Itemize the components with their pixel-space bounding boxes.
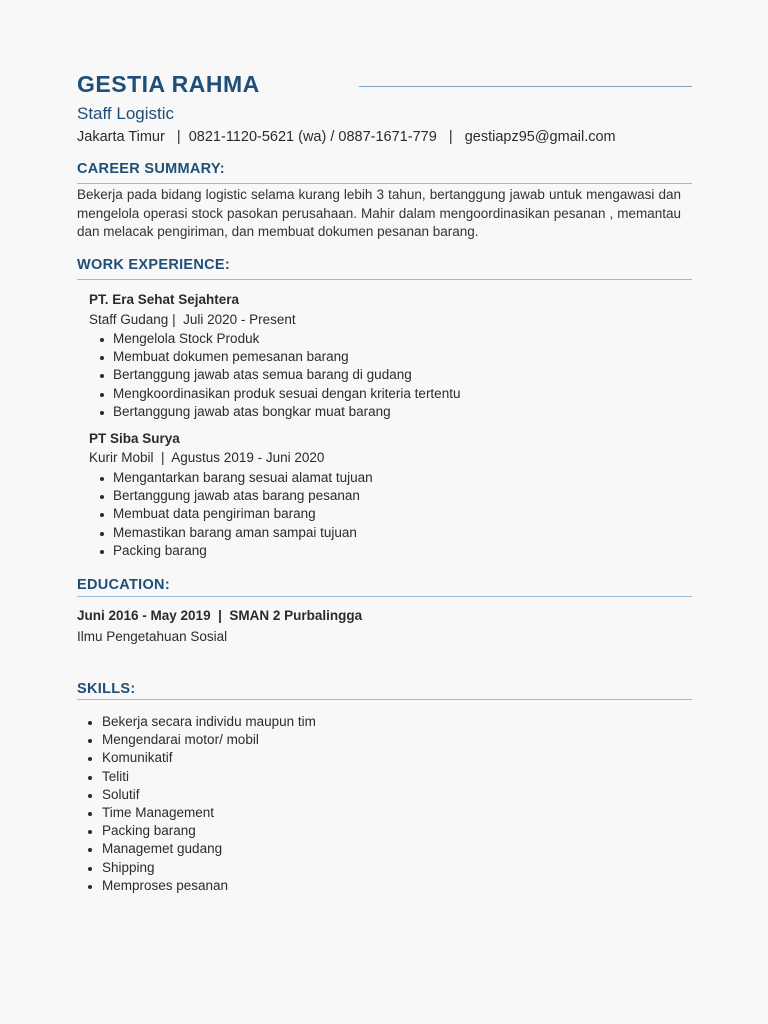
list-item: Membuat dokumen pemesanan barang <box>89 348 460 366</box>
section-title-career-summary: CAREER SUMMARY: <box>77 161 225 177</box>
section-divider <box>77 699 692 700</box>
job-role: Staff Gudang | Juli 2020 - Present <box>89 312 296 327</box>
resume-role: Staff Logistic <box>77 104 175 123</box>
section-title-work-experience: WORK EXPERIENCE: <box>77 257 231 273</box>
section-divider <box>77 596 692 597</box>
list-item: Teliti <box>77 768 316 786</box>
job-role: Kurir Mobil | Agustus 2019 - Juni 2020 <box>89 450 325 465</box>
education-period-school: Juni 2016 - May 2019 | SMAN 2 Purbalingga <box>77 608 363 623</box>
list-item: Managemet gudang <box>77 840 316 858</box>
list-item: Mengendarai motor/ mobil <box>77 731 316 749</box>
resume-name: GESTIA RAHMA <box>77 71 260 97</box>
skills-list <box>77 713 316 895</box>
job-company: PT. Era Sehat Sejahtera <box>89 292 240 307</box>
section-divider <box>77 183 692 184</box>
education-field: Ilmu Pengetahuan Sosial <box>77 629 228 644</box>
career-summary-text: Bekerja pada bidang logistic selama kurang lebih 3 tahun, bertanggung jawab untuk mengawasi dan mengelola operasi stock pasokan perusahaan. Mahir dalam mengoordinasikan pesanan , memantau dan melacak pengiriman, dan membuat dokumen pesanan barang. <box>77 187 681 239</box>
list-item: Mengantarkan barang sesuai alamat tujuan <box>89 469 373 487</box>
list-item: Bertanggung jawab atas semua barang di gudang <box>89 366 460 384</box>
list-item: Solutif <box>77 786 316 804</box>
section-divider <box>77 279 692 280</box>
job-duties-list <box>89 469 373 560</box>
list-item: Shipping <box>77 859 316 877</box>
section-title-skills: SKILLS: <box>77 681 136 697</box>
list-item: Time Management <box>77 804 316 822</box>
contact-info: Jakarta Timur | 0821-1120-5621 (wa) / 0887-1671-779 | gestiapz95@gmail.com <box>77 129 616 145</box>
list-item: Bertanggung jawab atas bongkar muat barang <box>89 403 460 421</box>
header-divider <box>359 86 692 87</box>
list-item: Mengkoordinasikan produk sesuai dengan kriteria tertentu <box>89 385 460 403</box>
list-item: Mengelola Stock Produk <box>89 330 460 348</box>
job-company: PT Siba Surya <box>89 431 180 446</box>
list-item: Komunikatif <box>77 749 316 767</box>
job-duties-list <box>89 330 460 421</box>
list-item: Bertanggung jawab atas barang pesanan <box>89 487 373 505</box>
list-item: Packing barang <box>77 822 316 840</box>
list-item: Bekerja secara individu maupun tim <box>77 713 316 731</box>
list-item: Packing barang <box>89 542 373 560</box>
section-title-education: EDUCATION: <box>77 577 170 593</box>
list-item: Membuat data pengiriman barang <box>89 505 373 523</box>
list-item: Memproses pesanan <box>77 877 316 895</box>
list-item: Memastikan barang aman sampai tujuan <box>89 524 373 542</box>
